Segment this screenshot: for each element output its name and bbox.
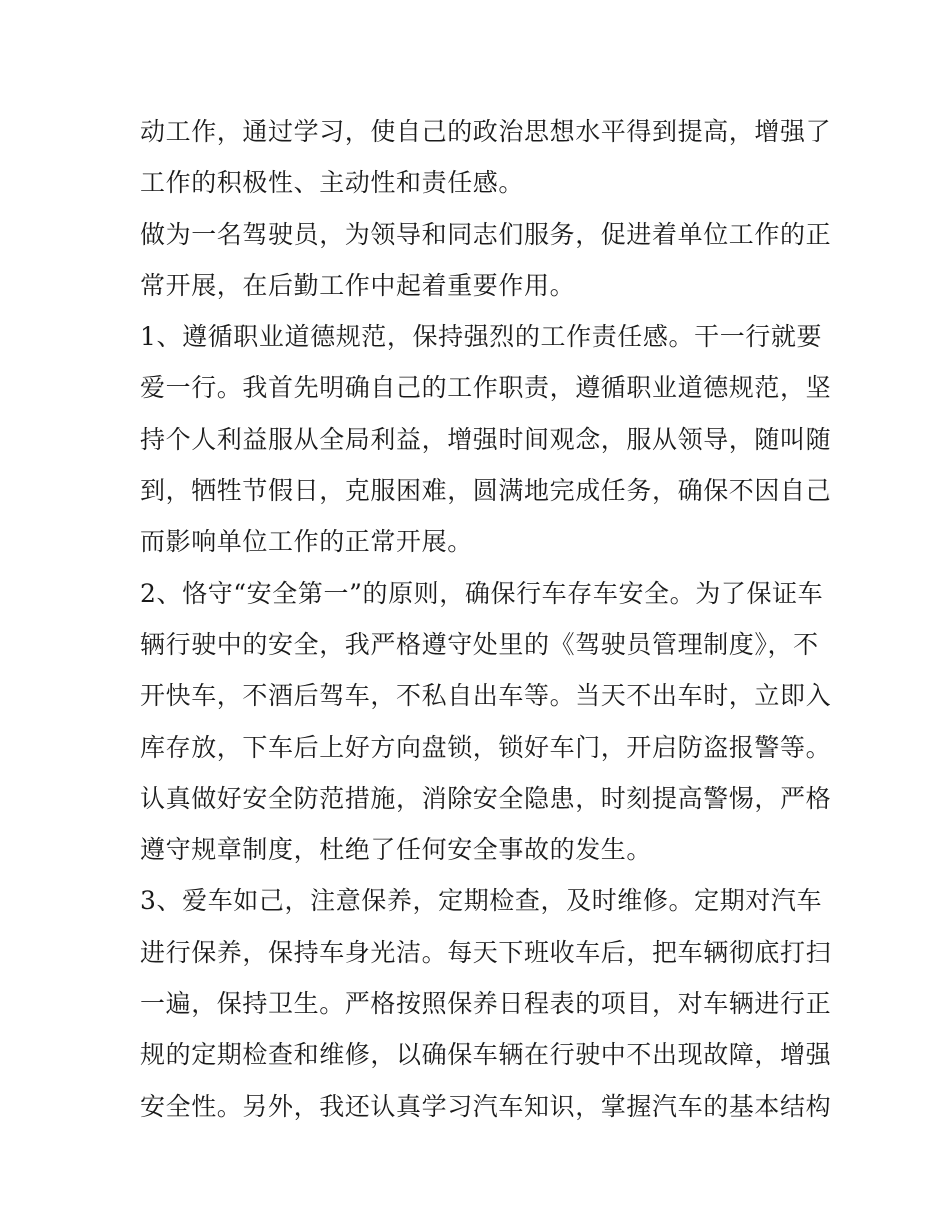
text-line: 3、爱车如己，注意保养，定期检查，及时维修。定期对汽车 bbox=[140, 886, 823, 916]
text-line: 遵守规章制度，杜绝了任何安全事故的发生。 bbox=[140, 835, 653, 865]
text-line: 持个人利益服从全局利益，增强时间观念，服从领导，随叫随 bbox=[140, 424, 832, 454]
text-line: 工作的积极性、主动性和责任感。 bbox=[140, 168, 525, 198]
text-line: 做为一名驾驶员，为领导和同志们服务，促进着单位工作的正 bbox=[140, 219, 832, 249]
text-line: 辆行驶中的安全，我严格遵守处里的《驾驶员管理制度》，不 bbox=[140, 629, 819, 659]
text-line: 认真做好安全防范措施，消除安全隐患，时刻提高警惕，严格 bbox=[140, 783, 832, 813]
text-line: 2、恪守“安全第一”的原则，确保行车存车安全。为了保证车 bbox=[140, 578, 824, 608]
text-line: 开快车，不酒后驾车，不私自出车等。当天不出车时，立即入 bbox=[140, 681, 832, 711]
text-line: 规的定期检查和维修，以确保车辆在行驶中不出现故障，增强 bbox=[140, 1040, 832, 1070]
text-line: 动工作，通过学习，使自己的政治思想水平得到提高，增强了 bbox=[140, 117, 832, 146]
text-line: 到，牺牲节假日，克服困难，圆满地完成任务，确保不因自己 bbox=[140, 476, 832, 506]
text-line: 爱一行。我首先明确自己的工作职责，遵循职业道德规范，坚 bbox=[140, 373, 832, 403]
text-line: 一遍，保持卫生。严格按照保养日程表的项目，对车辆进行正 bbox=[140, 989, 832, 1019]
text-line: 进行保养，保持车身光洁。每天下班收车后，把车辆彻底打扫 bbox=[140, 937, 832, 967]
text-line: 常开展，在后勤工作中起着重要作用。 bbox=[140, 270, 576, 300]
text-line: 1、遵循职业道德规范，保持强烈的工作责任感。干一行就要 bbox=[140, 322, 823, 352]
document-body bbox=[140, 106, 832, 1132]
text-line: 安全性。另外，我还认真学习汽车知识，掌握汽车的基本结构 bbox=[140, 1091, 832, 1121]
text-line: 而影响单位工作的正常开展。 bbox=[140, 527, 473, 557]
text-line: 库存放，下车后上好方向盘锁，锁好车门，开启防盗报警等。 bbox=[140, 732, 832, 762]
